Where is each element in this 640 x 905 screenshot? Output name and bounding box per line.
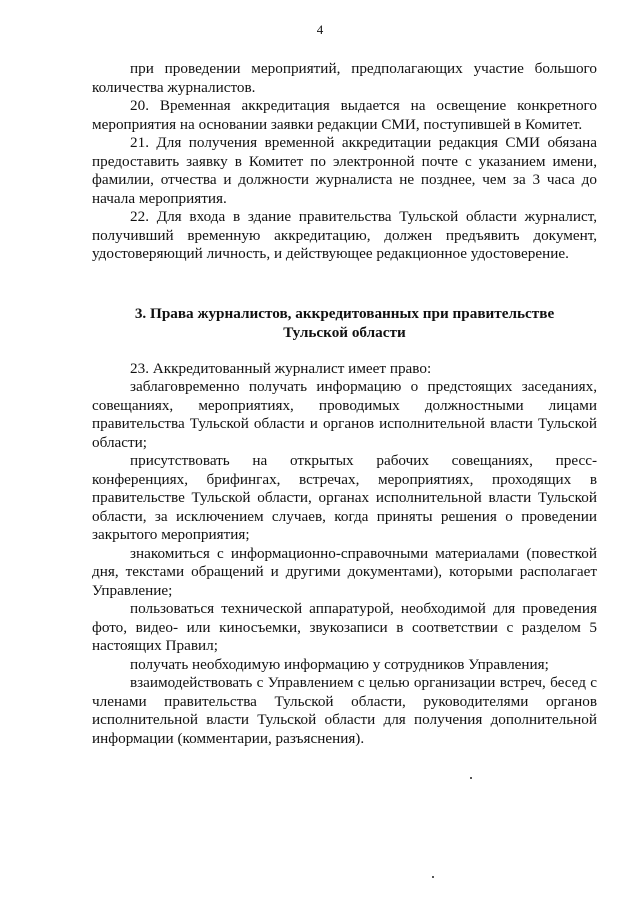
- paragraph-20: [92, 97, 597, 134]
- text-line: членами правительства Тульской области, руководителями органов: [92, 692, 597, 710]
- text-line: пользоваться технической аппаратурой, необходимой для проведения: [130, 600, 597, 617]
- right-item-3: [92, 545, 597, 601]
- text-line: удостоверяющий личность, и действующее редакционное удостоверение.: [92, 245, 569, 262]
- section-3-heading: [92, 304, 597, 342]
- paragraph-23: [92, 360, 597, 749]
- text-line: правительства Тульской области и органов исполнительной власти Тульской: [92, 415, 597, 432]
- page-number: 4: [316, 22, 324, 37]
- text-line: закрытого мероприятия;: [92, 526, 250, 543]
- text-line: присутствовать на открытых рабочих совещаниях, пресс-: [130, 452, 597, 469]
- text-line: исполнительной власти Тульской области для получения дополнительной: [92, 711, 597, 728]
- right-item-2: [92, 452, 597, 545]
- text-line: при проведении мероприятий, предполагающих участие большого: [130, 60, 597, 77]
- text-line: фамилии, отчества и должности журналиста не позднее, чем за 3 часа до: [92, 171, 597, 188]
- text-line: конференциях, брифингах, встречах, мероприятиях, проходящих в: [92, 470, 597, 488]
- section-heading-line: Тульской области: [283, 323, 406, 341]
- right-item-6: [92, 674, 597, 748]
- text-line: получивший временную аккредитацию, должен предъявить документ,: [92, 226, 597, 244]
- text-line: совещаниях, мероприятиях, проводимых должностными лицами: [92, 396, 597, 414]
- text-line: начала мероприятия.: [92, 189, 227, 207]
- text-line: дня, текстами обращений и другими документами), которыми располагает: [92, 563, 597, 580]
- text-line: количества журналистов.: [92, 78, 256, 96]
- text-line: Управление;: [92, 581, 173, 599]
- document-body: [92, 60, 597, 748]
- text-line: знакомиться с информационно-справочными материалами (повесткой: [130, 544, 597, 562]
- text-line: 21. Для получения временной аккредитации редакция СМИ обязана: [130, 134, 597, 151]
- text-line: предоставить заявку в Комитет по электронной почте с указанием имени,: [92, 152, 597, 170]
- scan-speck: [432, 876, 434, 878]
- text-line: правительстве Тульской области, органах исполнительной власти Тульской: [92, 489, 597, 506]
- text-line: информации (комментарии, разъяснения).: [92, 729, 365, 747]
- right-item-1: [92, 378, 597, 452]
- text-line: заблаговременно получать информацию о предстоящих заседаниях,: [130, 378, 597, 395]
- right-item-4: [92, 600, 597, 656]
- right-item-5: [92, 656, 597, 675]
- paragraph-21: [92, 134, 597, 208]
- scan-speck: [470, 777, 472, 779]
- section-heading-line: 3. Права журналистов, аккредитованных при правительстве: [134, 304, 555, 322]
- text-line: получать необходимую информацию у сотрудников Управления;: [130, 655, 549, 673]
- text-line: взаимодействовать с Управлением с целью организации встреч, бесед с: [130, 674, 597, 691]
- text-line: 22. Для входа в здание правительства Тульской области журналист,: [130, 208, 597, 225]
- paragraph-19-continuation: [92, 60, 597, 97]
- text-line: области, за исключением случаев, когда приняты решения о проведении: [92, 507, 597, 525]
- paragraph-22: [92, 208, 597, 264]
- text-line: области;: [92, 433, 147, 451]
- text-line: 20. Временная аккредитация выдается на освещение конкретного: [130, 97, 597, 114]
- text-line: 23. Аккредитованный журналист имеет право:: [130, 359, 432, 377]
- text-line: мероприятия на основании заявки редакции СМИ, поступившей в Комитет.: [92, 115, 583, 133]
- text-line: настоящих Правил;: [92, 637, 218, 654]
- text-line: фото, видео- или киносъемки, звукозаписи в соответствии с разделом 5: [92, 618, 597, 636]
